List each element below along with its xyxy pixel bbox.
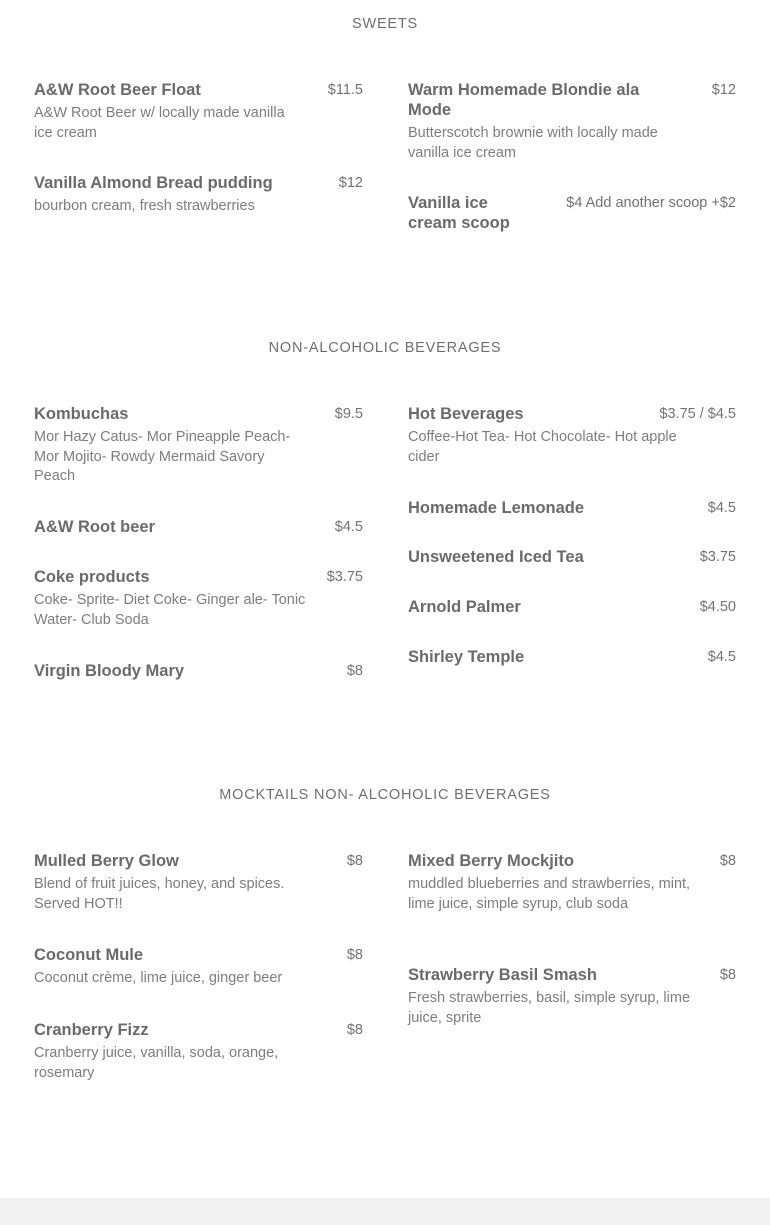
- item-name: Mixed Berry Mockjito: [408, 852, 574, 870]
- menu-item: [408, 965, 698, 1028]
- item-price: $4.50: [699, 599, 736, 615]
- item-name: A&W Root beer: [34, 518, 155, 536]
- item-description: Coffee-Hot Tea- Hot Chocolate- Hot apple cider: [408, 429, 677, 465]
- menu-item: [34, 404, 304, 487]
- item-name: A&W Root Beer Float: [34, 81, 201, 99]
- menu-item: [408, 597, 678, 617]
- menu-item: [34, 173, 314, 217]
- item-name: Hot Beverages: [408, 405, 524, 423]
- item-description: bourbon cream, fresh strawberries: [34, 198, 255, 214]
- menu-item: [34, 517, 304, 537]
- menu-item: [408, 547, 678, 567]
- menu-item: [34, 945, 329, 989]
- item-name: Vanilla ice cream scoop: [408, 194, 510, 232]
- item-price: $3.75: [699, 549, 736, 565]
- item-description: Fresh strawberries, basil, simple syrup, lime juice, sprite: [408, 990, 691, 1026]
- item-price: $3.75: [326, 569, 363, 585]
- menu-item: [408, 404, 678, 467]
- item-name: Shirley Temple: [408, 648, 525, 666]
- footer-bar: [0, 1198, 770, 1225]
- item-description: Cranberry juice, vanilla, soda, orange, rosemary: [34, 1045, 279, 1081]
- item-name: Mulled Berry Glow: [34, 852, 179, 870]
- item-price: $8: [346, 1022, 363, 1038]
- menu-item: [34, 80, 304, 143]
- section-title-sweets: SWEETS: [351, 16, 419, 32]
- item-description: muddled blueberries and strawberries, mint, lime juice, simple syrup, club soda: [408, 876, 691, 912]
- item-name: Coke products: [34, 568, 150, 586]
- item-name: Homemade Lemonade: [408, 499, 585, 517]
- item-price: $8: [346, 663, 363, 679]
- item-name: Unsweetened Iced Tea: [408, 548, 584, 566]
- item-description: Coconut crème, lime juice, ginger beer: [34, 970, 283, 986]
- item-description: Mor Hazy Catus- Mor Pineapple Peach- Mor Mojito- Rowdy Mermaid Savory Peach: [34, 429, 291, 484]
- item-price: $4.5: [707, 500, 736, 516]
- item-name: Coconut Mule: [34, 946, 144, 964]
- item-name: Strawberry Basil Smash: [408, 966, 597, 984]
- item-name: Warm Homemade Blondie ala Mode: [408, 81, 640, 119]
- item-price: $9.5: [334, 406, 363, 422]
- item-description: Coke- Sprite- Diet Coke- Ginger ale- Tonic Water- Club Soda: [34, 592, 306, 628]
- item-price: $4.5: [707, 649, 736, 665]
- item-price: $4.5: [334, 519, 363, 535]
- menu-item: [408, 851, 698, 914]
- menu-item: [408, 80, 678, 163]
- item-price: $12: [338, 175, 363, 191]
- item-price: $4 Add another scoop +$2: [566, 195, 736, 211]
- menu-item: [34, 851, 324, 914]
- item-name: Virgin Bloody Mary: [34, 662, 185, 680]
- item-name: Arnold Palmer: [408, 598, 521, 616]
- item-description: Blend of fruit juices, honey, and spices. Served HOT!!: [34, 876, 285, 912]
- item-price: $8: [346, 947, 363, 963]
- item-name: Vanilla Almond Bread pudding: [34, 174, 273, 192]
- section-title-mocktails: MOCKTAILS NON- ALCOHOLIC BEVERAGES: [219, 787, 551, 803]
- item-price: $12: [711, 82, 736, 98]
- menu-item: [408, 647, 678, 667]
- menu-item: [34, 661, 304, 681]
- menu-item: [34, 567, 309, 630]
- menu-item: [34, 1020, 314, 1083]
- menu-item: [408, 498, 678, 518]
- item-price: $3.75 / $4.5: [659, 406, 736, 422]
- item-name: Kombuchas: [34, 405, 129, 423]
- item-price: $8: [346, 853, 363, 869]
- item-price: $8: [719, 853, 736, 869]
- menu-item: [408, 193, 533, 233]
- section-title-non-alcoholic: NON-ALCOHOLIC BEVERAGES: [268, 340, 502, 356]
- item-name: Cranberry Fizz: [34, 1021, 149, 1039]
- item-price: $11.5: [327, 82, 363, 98]
- item-description: A&W Root Beer w/ locally made vanilla ice cream: [34, 105, 285, 141]
- item-price: $8: [719, 967, 736, 983]
- item-description: Butterscotch brownie with locally made vanilla ice cream: [408, 125, 658, 161]
